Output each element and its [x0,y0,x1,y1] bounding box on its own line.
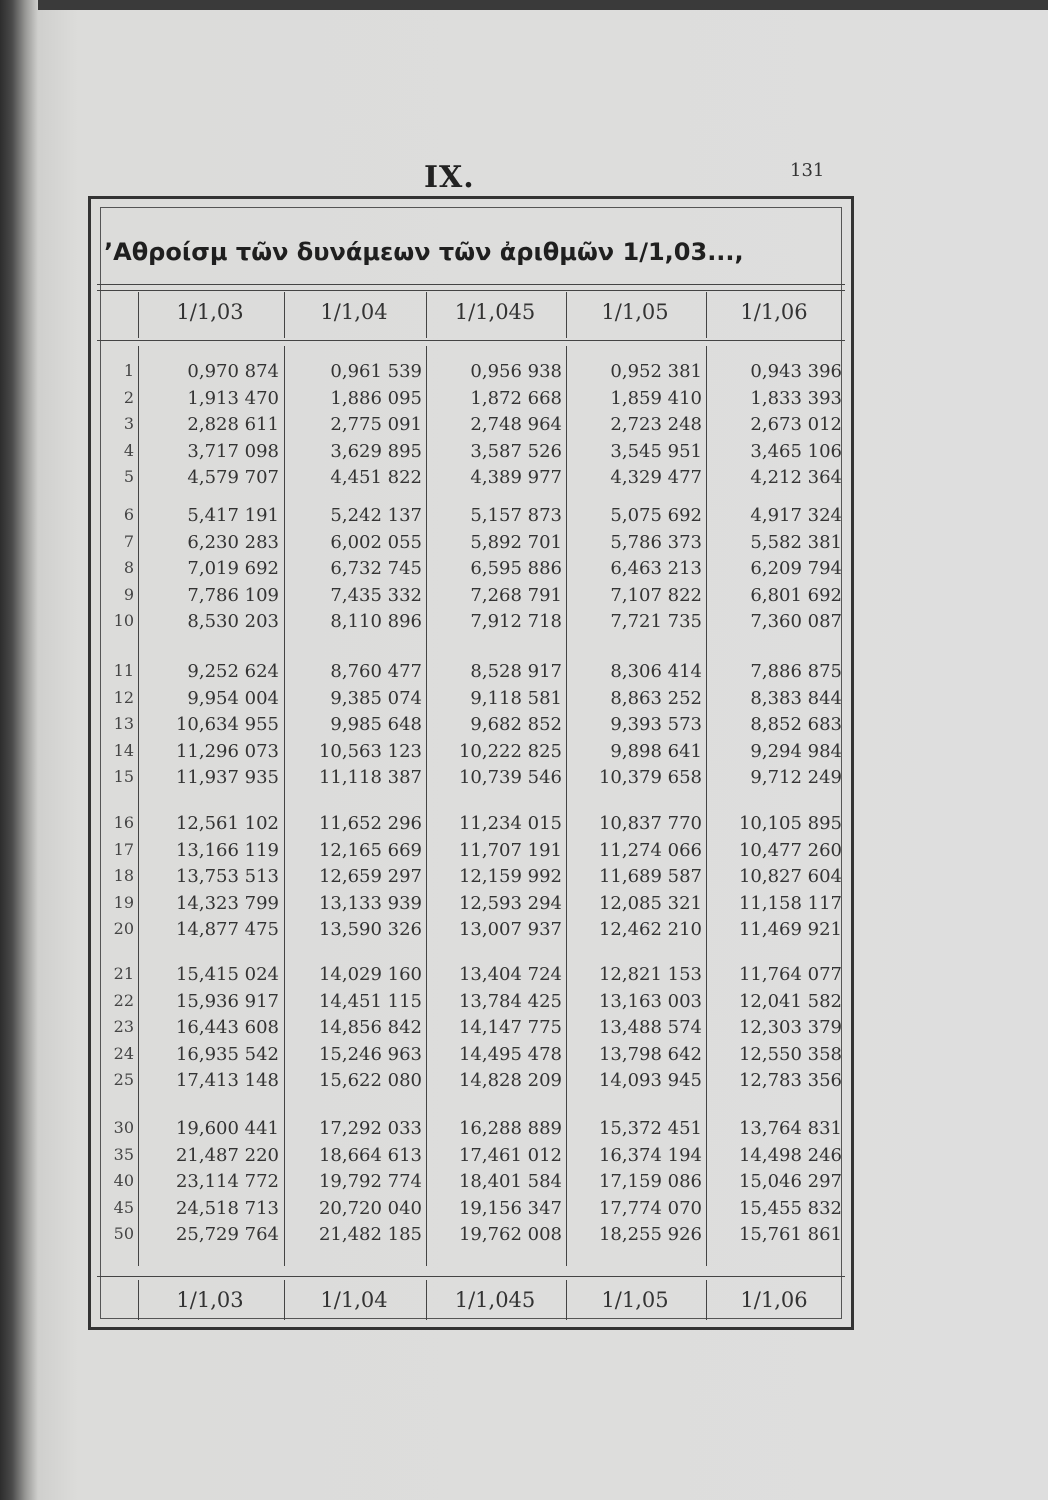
row-number: 35 [113,1144,134,1164]
row-number: 14 [113,740,134,760]
table-cell: 11,118 387 [318,767,422,788]
row-number: 23 [113,1017,134,1036]
table-cell: 20,720 040 [318,1197,422,1219]
table-cell: 3,629 895 [330,440,422,462]
row-number: 18 [113,866,134,885]
row-number: 30 [113,1118,134,1137]
row-number: 16 [113,813,134,832]
row-number: 40 [113,1171,134,1190]
column-footer: 1/1,045 [454,1288,536,1312]
row-number: 24 [113,1043,134,1063]
table-cell: 12,593 294 [458,892,562,914]
table-cell: 13,166 119 [175,839,279,861]
table-cell: 4,212 364 [750,467,842,488]
table-cell: 11,764 077 [738,964,842,985]
table-cell: 4,917 324 [750,505,842,526]
table-cell: 5,892 701 [470,531,562,553]
row-number: 20 [113,919,134,938]
table-cell: 12,783 356 [738,1070,842,1091]
table-cell: 2,673 012 [750,414,842,435]
table-cell: 6,801 692 [750,584,842,606]
column-rule [138,346,139,1266]
table-cell: 5,075 692 [610,505,702,526]
table-cell: 7,360 087 [750,611,842,632]
column-header: 1/1,06 [740,300,808,324]
table-cell: 19,600 441 [175,1118,279,1139]
table-cell: 0,952 381 [610,361,702,382]
table-cell: 5,582 381 [750,531,842,553]
table-cell: 13,133 939 [318,892,422,914]
table-cell: 13,163 003 [598,990,702,1012]
row-number: 4 [123,440,134,460]
table-cell: 7,107 822 [610,584,702,606]
table-cell: 2,723 248 [610,414,702,435]
row-number: 8 [123,558,134,577]
table-cell: 15,046 297 [738,1171,842,1192]
table-cell: 9,712 249 [750,767,842,788]
table-cell: 15,415 024 [175,964,279,985]
table-cell: 0,943 396 [750,361,842,382]
table-cell: 14,498 246 [738,1144,842,1166]
table-cell: 15,761 861 [738,1224,842,1245]
table-cell: 18,255 926 [598,1224,702,1245]
table-cell: 11,689 587 [598,866,702,887]
title-rule-double [97,290,845,291]
table-cell: 1,886 095 [330,387,422,409]
book-spine-shadow [0,0,38,1500]
table-title: ’Αθροίσμ τῶν δυνάμεων τῶν ἀριθμῶν 1/1,03..., [104,238,744,266]
table-cell: 13,784 425 [458,990,562,1012]
table-cell: 5,786 373 [610,531,702,553]
row-number: 22 [113,990,134,1010]
row-number: 17 [113,839,134,859]
row-number: 5 [123,467,134,486]
table-cell: 9,393 573 [610,714,702,735]
page-number: 131 [790,160,825,181]
table-cell: 6,230 283 [187,531,279,553]
table-cell: 12,085 321 [598,892,702,914]
table-cell: 13,764 831 [738,1118,842,1139]
table-cell: 1,913 470 [187,387,279,409]
column-footer: 1/1,03 [176,1288,244,1312]
table-cell: 6,209 794 [750,558,842,579]
column-rule [284,346,285,1266]
table-cell: 5,417 191 [187,505,279,526]
table-cell: 14,828 209 [458,1070,562,1091]
table-cell: 12,561 102 [175,813,279,834]
table-cell: 15,246 963 [318,1043,422,1065]
row-number: 13 [113,714,134,733]
table-cell: 10,634 955 [175,714,279,735]
table-cell: 11,234 015 [458,813,562,834]
table-cell: 10,222 825 [458,740,562,762]
table-cell: 3,717 098 [187,440,279,462]
column-rule [138,292,139,338]
table-cell: 13,488 574 [598,1017,702,1038]
table-cell: 12,165 669 [318,839,422,861]
row-number: 10 [113,611,134,630]
table-cell: 15,455 832 [738,1197,842,1219]
table-cell: 4,451 822 [330,467,422,488]
table-cell: 9,898 641 [610,740,702,762]
row-number: 45 [113,1197,134,1217]
table-cell: 11,469 921 [738,919,842,940]
column-header: 1/1,04 [320,300,388,324]
table-cell: 5,157 873 [470,505,562,526]
table-cell: 7,019 692 [187,558,279,579]
table-cell: 9,294 984 [750,740,842,762]
column-header: 1/1,05 [601,300,669,324]
table-cell: 8,760 477 [330,661,422,682]
row-number: 21 [113,964,134,983]
table-cell: 13,798 642 [598,1043,702,1065]
table-cell: 15,622 080 [318,1070,422,1091]
table-cell: 12,303 379 [738,1017,842,1038]
table-cell: 7,435 332 [330,584,422,606]
table-cell: 13,007 937 [458,919,562,940]
table-cell: 8,110 896 [330,611,422,632]
table-cell: 12,821 153 [598,964,702,985]
table-cell: 13,590 326 [318,919,422,940]
column-footer: 1/1,06 [740,1288,808,1312]
table-cell: 4,579 707 [187,467,279,488]
table-cell: 1,833 393 [750,387,842,409]
table-cell: 11,296 073 [175,740,279,762]
table-cell: 10,477 260 [738,839,842,861]
table-cell: 19,156 347 [458,1197,562,1219]
table-cell: 8,306 414 [610,661,702,682]
table-cell: 6,002 055 [330,531,422,553]
row-number: 15 [113,767,134,786]
table-cell: 2,828 611 [187,414,279,435]
table-cell: 8,863 252 [610,687,702,709]
table-cell: 8,383 844 [750,687,842,709]
table-cell: 24,518 713 [175,1197,279,1219]
table-cell: 9,252 624 [187,661,279,682]
header-rule [97,340,845,341]
table-cell: 1,872 668 [470,387,562,409]
table-cell: 8,530 203 [187,611,279,632]
row-number: 25 [113,1070,134,1089]
table-cell: 10,563 123 [318,740,422,762]
row-number: 1 [123,361,134,380]
table-cell: 19,762 008 [458,1224,562,1245]
table-cell: 14,495 478 [458,1043,562,1065]
scan-top-edge [0,0,1048,10]
table-cell: 17,461 012 [458,1144,562,1166]
table-cell: 14,451 115 [318,990,422,1012]
table-cell: 0,961 539 [330,361,422,382]
table-cell: 25,729 764 [175,1224,279,1245]
table-cell: 1,859 410 [610,387,702,409]
table-cell: 0,970 874 [187,361,279,382]
table-cell: 10,827 604 [738,866,842,887]
table-cell: 18,401 584 [458,1171,562,1192]
table-cell: 14,029 160 [318,964,422,985]
chapter-numeral: IX. [424,160,475,195]
table-cell: 13,404 724 [458,964,562,985]
column-rule [138,1280,139,1320]
table-cell: 11,937 935 [175,767,279,788]
table-cell: 3,545 951 [610,440,702,462]
row-number: 12 [113,687,134,707]
title-rule [97,284,845,285]
table-cell: 16,935 542 [175,1043,279,1065]
table-cell: 8,852 683 [750,714,842,735]
table-cell: 7,786 109 [187,584,279,606]
row-number: 6 [123,505,134,524]
table-cell: 21,482 185 [318,1224,422,1245]
table-cell: 16,374 194 [598,1144,702,1166]
table-cell: 11,707 191 [458,839,562,861]
table-cell: 12,041 582 [738,990,842,1012]
table-cell: 9,954 004 [187,687,279,709]
table-cell: 19,792 774 [318,1171,422,1192]
table-cell: 16,443 608 [175,1017,279,1038]
table-cell: 14,093 945 [598,1070,702,1091]
table-cell: 4,389 977 [470,467,562,488]
table-cell: 14,323 799 [175,892,279,914]
table-cell: 17,292 033 [318,1118,422,1139]
table-cell: 18,664 613 [318,1144,422,1166]
table-cell: 10,837 770 [598,813,702,834]
table-cell: 2,775 091 [330,414,422,435]
table-cell: 2,748 964 [470,414,562,435]
table-cell: 11,274 066 [598,839,702,861]
table-cell: 9,118 581 [470,687,562,709]
column-header: 1/1,03 [176,300,244,324]
table-cell: 21,487 220 [175,1144,279,1166]
table-cell: 7,912 718 [470,611,562,632]
row-number: 7 [123,531,134,551]
table-cell: 11,158 117 [738,892,842,914]
table-cell: 10,105 895 [738,813,842,834]
table-cell: 7,886 875 [750,661,842,682]
table-cell: 9,682 852 [470,714,562,735]
column-header: 1/1,045 [454,300,536,324]
table-cell: 13,753 513 [175,866,279,887]
row-number: 19 [113,892,134,912]
table-cell: 17,159 086 [598,1171,702,1192]
table-cell: 9,985 648 [330,714,422,735]
table-cell: 6,732 745 [330,558,422,579]
table-cell: 23,114 772 [175,1171,279,1192]
table-cell: 6,595 886 [470,558,562,579]
table-cell: 7,268 791 [470,584,562,606]
table-cell: 0,956 938 [470,361,562,382]
table-cell: 15,372 451 [598,1118,702,1139]
table-cell: 17,774 070 [598,1197,702,1219]
table-cell: 6,463 213 [610,558,702,579]
table-cell: 17,413 148 [175,1070,279,1091]
row-number: 9 [123,584,134,604]
table-cell: 12,159 992 [458,866,562,887]
table-cell: 14,856 842 [318,1017,422,1038]
footer-top-rule [97,1276,845,1277]
table-cell: 3,465 106 [750,440,842,462]
table-cell: 9,385 074 [330,687,422,709]
table-cell: 14,877 475 [175,919,279,940]
table-cell: 3,587 526 [470,440,562,462]
table-cell: 11,652 296 [318,813,422,834]
table-cell: 15,936 917 [175,990,279,1012]
table-cell: 12,462 210 [598,919,702,940]
table-cell: 16,288 889 [458,1118,562,1139]
column-footer: 1/1,05 [601,1288,669,1312]
row-number: 2 [123,387,134,407]
table-cell: 12,659 297 [318,866,422,887]
row-number: 50 [113,1224,134,1243]
row-number: 11 [113,661,134,680]
table-cell: 12,550 358 [738,1043,842,1065]
table-cell: 10,379 658 [598,767,702,788]
column-footer: 1/1,04 [320,1288,388,1312]
table-cell: 8,528 917 [470,661,562,682]
table-cell: 4,329 477 [610,467,702,488]
table-cell: 5,242 137 [330,505,422,526]
row-number: 3 [123,414,134,433]
table-cell: 14,147 775 [458,1017,562,1038]
table-cell: 10,739 546 [458,767,562,788]
table-cell: 7,721 735 [610,611,702,632]
